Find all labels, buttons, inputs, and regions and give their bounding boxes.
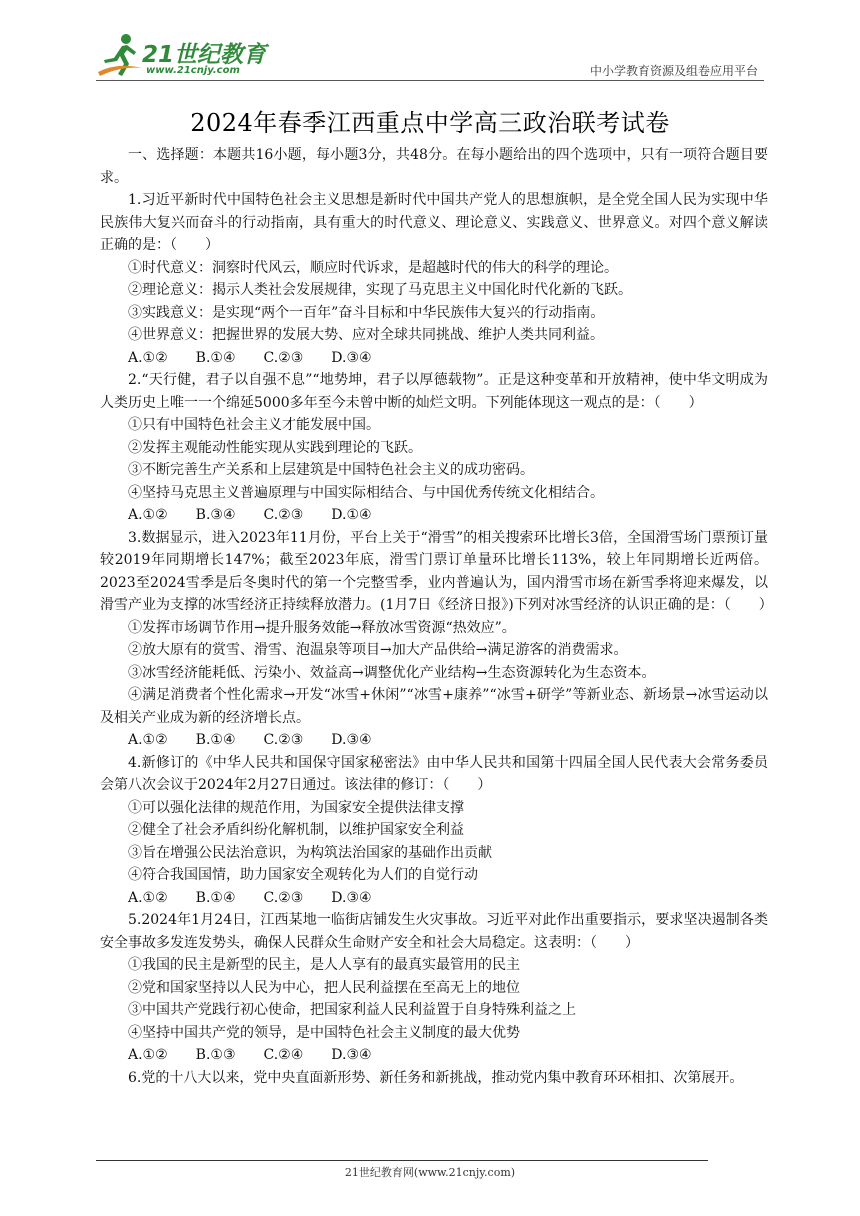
exam-title: 2024年春季江西重点中学高三政治联考试卷 <box>190 109 670 137</box>
question-option: ④坚持马克思主义普遍原理与中国实际相结合、与中国优秀传统文化相结合。 <box>128 484 604 501</box>
question-2 <box>100 369 768 527</box>
question-option: ②党和国家坚持以人民为中心，把人民利益摆在至高无上的地位 <box>128 979 520 996</box>
question-option: ④满足消费者个性化需求→开发“冰雪+休闲”“冰雪+康养”“冰雪+研学”等新业态、新场景→冰雪运动以及相关产业成为新的经济增长点。 <box>100 687 768 726</box>
runner-logo-icon <box>96 32 144 78</box>
question-stem: 3.数据显示，进入2023年11月份，平台上关于“滑雪”的相关搜索环比增长3倍，全国滑雪场门票预订量较2019年同期增长147%；截至2023年底，滑雪门票订单量环比增长113%，较上年同期增长近两倍。2023至2024雪季是后冬奥时代的第一个完整雪季，业内普遍认为，国内滑雪市场在新雪季将迎来爆发，以滑雪产业为支撑的冰雪经济正持续释放潜力。(1月7日《经济日报》)下列对冰雪经济的认识正确的是：（ ） <box>100 529 773 613</box>
question-6 <box>100 1067 768 1090</box>
question-option: ④坚持中国共产党的领导，是中国特色社会主义制度的最大优势 <box>128 1024 520 1041</box>
question-option: ③实践意义：是实现“两个一百年”奋斗目标和中华民族伟大复兴的行动指南。 <box>128 304 605 321</box>
question-option: ①时代意义：洞察时代风云，顺应时代诉求，是超越时代的伟大的科学的理论。 <box>128 259 618 276</box>
answer-choices: A.①② B.③④ C.②③ D.①④ <box>128 507 372 523</box>
footer-divider <box>96 1160 708 1161</box>
question-stem: 2.“天行健，君子以自强不息”“地势坤，君子以厚德载物”。正是这种变革和开放精神，使中华文明成为人类历史上唯一一个绵延5000多年至今未曾中断的灿烂文明。下列能体现这一观点的是：（ ） <box>100 372 768 411</box>
question-option: ④符合我国国情，助力国家安全观转化为人们的自觉行动 <box>128 867 478 883</box>
question-option: ③不断完善生产关系和上层建筑是中国特色社会主义的成功密码。 <box>128 462 534 478</box>
answer-choices: A.①② B.①④ C.②③ D.③④ <box>128 732 372 748</box>
question-5 <box>100 909 768 1067</box>
page-footer[interactable]: 21世纪教育网(www.21cnjy.com) <box>344 1166 516 1179</box>
question-option: ②理论意义：揭示人类社会发展规律，实现了马克思主义中国化时代化新的飞跃。 <box>128 282 632 298</box>
site-logo[interactable] <box>96 32 276 78</box>
question-option: ③旨在增强公民法治意识，为构筑法治国家的基础作出贡献 <box>128 844 492 861</box>
question-option: ③冰雪经济能耗低、污染小、效益高→调整优化产业结构→生态资源转化为生态资本。 <box>128 664 656 681</box>
answer-choices: A.①② B.①④ C.②③ D.③④ <box>128 349 372 366</box>
logo-brand-text: 21世纪教育 <box>142 42 267 68</box>
question-4 <box>100 752 768 910</box>
question-stem: 1.习近平新时代中国特色社会主义思想是新时代中国共产党人的思想旗帜，是全党全国人民为实现中华民族伟大复兴而奋斗的行动指南，具有重大的时代意义、理论意义、实践意义、世界意义。对四个意义解读正确的是：（ ） <box>100 192 768 253</box>
question-option: ②健全了社会矛盾纠纷化解机制，以维护国家安全利益 <box>128 822 464 838</box>
answer-choices: A.①② B.①③ C.②④ D.③④ <box>128 1047 372 1063</box>
question-option: ①发挥市场调节作用→提升服务效能→释放冰雪资源“热效应”。 <box>128 619 516 636</box>
question-stem: 6.党的十八大以来，党中央直面新形势、新任务和新挑战，推动党内集中教育环环相扣、次第展开。 <box>128 1069 744 1086</box>
question-option: ④世界意义：把握世界的发展大势、应对全球共同挑战、维护人类共同利益。 <box>128 327 604 343</box>
section-intro: 一、选择题：本题共16小题，每小题3分，共48分。在每小题给出的四个选项中，只有一项符合题目要求。 <box>100 147 768 186</box>
logo-url-text: www.21cnjy.com <box>146 65 240 76</box>
question-option: ②放大原有的赏雪、滑雪、泡温泉等项目→加大产品供给→满足游客的消费需求。 <box>128 642 628 658</box>
question-option: ①只有中国特色社会主义才能发展中国。 <box>128 417 380 433</box>
question-option: ①我国的民主是新型的民主，是人人享有的最真实最管用的民主 <box>128 957 520 973</box>
question-stem: 4.新修订的《中华人民共和国保守国家秘密法》由中华人民共和国第十四届全国人民代表大会常务委员会第八次会议于2024年2月27日通过。该法律的修订：（ ） <box>100 754 768 793</box>
answer-choices: A.①② B.①④ C.②③ D.③④ <box>128 889 372 906</box>
exam-content <box>100 144 773 1089</box>
question-option: ③中国共产党践行初心使命，把国家利益人民利益置于自身特殊利益之上 <box>128 1002 576 1018</box>
question-1 <box>100 189 768 369</box>
page-header <box>96 28 764 80</box>
question-stem: 5.2024年1月24日，江西某地一临街店铺发生火灾事故。习近平对此作出重要指示，要求坚决遏制各类安全事故多发连发势头，确保人民群众生命财产安全和社会大局稳定。这表明：（ ） <box>100 912 768 951</box>
question-option: ②发挥主观能动性能实现从实践到理论的飞跃。 <box>128 439 422 456</box>
header-divider <box>96 80 764 81</box>
question-option: ①可以强化法律的规范作用，为国家安全提供法律支撑 <box>128 799 464 816</box>
header-platform-text: 中小学教育资源及组卷应用平台 <box>589 64 758 78</box>
question-3 <box>100 527 773 752</box>
